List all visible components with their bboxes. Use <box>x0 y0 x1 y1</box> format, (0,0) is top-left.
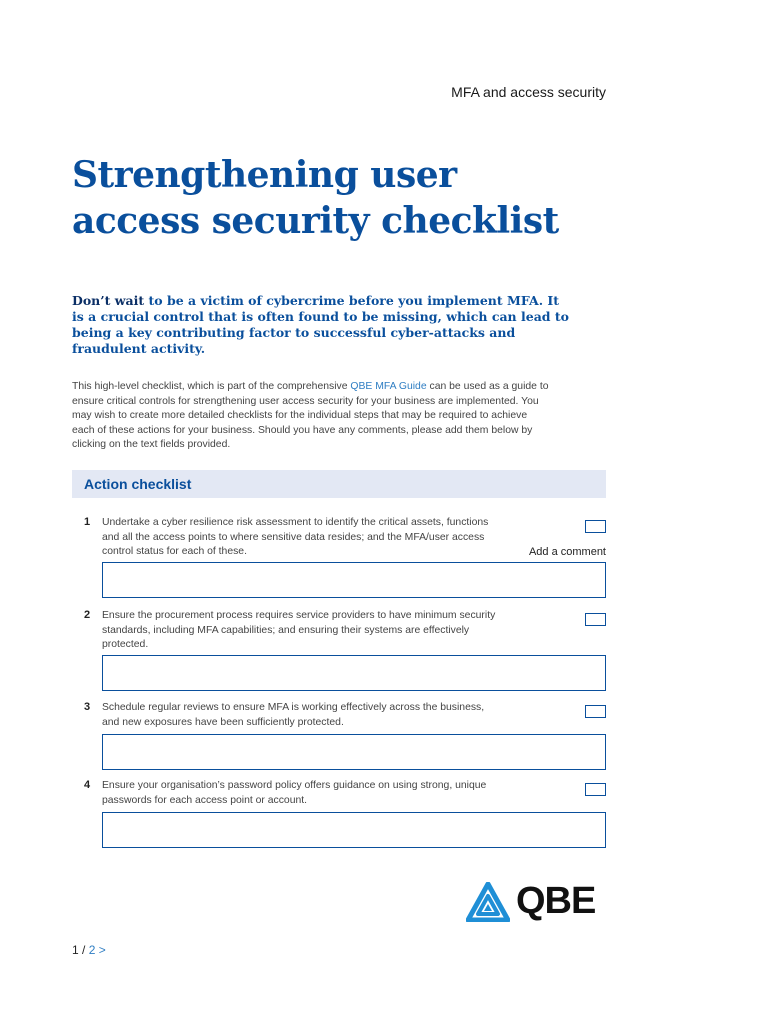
item-number: 1 <box>84 516 91 528</box>
item-1-checkbox[interactable] <box>585 520 606 533</box>
item-4-checkbox[interactable] <box>585 783 606 796</box>
lead-rest: to be a victim of cybercrime before you implement MFA. It is a crucial control that is often found to be missing, which can lead to being a key contributing factor to successful cyber-attacks and fraudulent activity. <box>72 293 569 356</box>
intro-text-after: can be used as a guide to ensure critical controls for strengthening user access security for your business are implemented. You may wish to create more detailed checklists for the individual steps that may be required to achieve each of these actions for your business. Should you have any comments, please add them below by clicking on the text fields provided. <box>72 381 549 450</box>
section-tag: MFA and access security <box>451 84 606 100</box>
item-1-comment-field[interactable] <box>102 562 606 598</box>
lead-paragraph <box>72 293 572 357</box>
intro-text-before: This high-level checklist, which is part of the comprehensive <box>72 381 351 392</box>
page-indicator <box>72 943 106 957</box>
item-text: Ensure your organisation’s password policy offers guidance on using strong, unique passwords for each access point or account. <box>102 780 487 806</box>
lead-strong: Don’t wait <box>72 293 145 308</box>
item-number: 3 <box>84 701 91 713</box>
mfa-guide-link[interactable]: QBE MFA Guide <box>350 381 427 392</box>
item-4-comment-field[interactable] <box>102 812 606 848</box>
next-page-link[interactable]: 2 > <box>88 943 106 957</box>
item-number: 2 <box>84 609 91 621</box>
item-2-comment-field[interactable] <box>102 655 606 691</box>
page-separator: / <box>78 943 89 957</box>
qbe-triangle-icon <box>466 882 510 922</box>
current-page: 1 <box>72 943 79 957</box>
intro-paragraph <box>72 380 552 453</box>
item-text: Schedule regular reviews to ensure MFA is working effectively across the business, and new exposures have been sufficiently protected. <box>102 702 485 728</box>
item-2-checkbox[interactable] <box>585 613 606 626</box>
item-number: 4 <box>84 779 91 791</box>
title-line-1: Strengthening user <box>72 154 457 196</box>
action-checklist-header <box>72 470 606 498</box>
title-line-2: access security checklist <box>72 200 559 242</box>
qbe-logo <box>466 882 608 924</box>
page-title <box>72 152 672 244</box>
item-text: Ensure the procurement process requires service providers to have minimum security standards, including MFA capabilities; and ensuring their systems are effectively protected. <box>102 610 496 650</box>
add-comment-label: Add a comment <box>528 546 606 558</box>
item-3-checkbox[interactable] <box>585 705 606 718</box>
qbe-logo-text: QBE <box>516 880 596 922</box>
item-text: Undertake a cyber resilience risk assessment to identify the critical assets, functions and all the access points to where sensitive data resides; and the MFA/user access control status for each of these. <box>102 517 489 557</box>
item-3-comment-field[interactable] <box>102 734 606 770</box>
action-checklist-heading: Action checklist <box>84 476 192 492</box>
